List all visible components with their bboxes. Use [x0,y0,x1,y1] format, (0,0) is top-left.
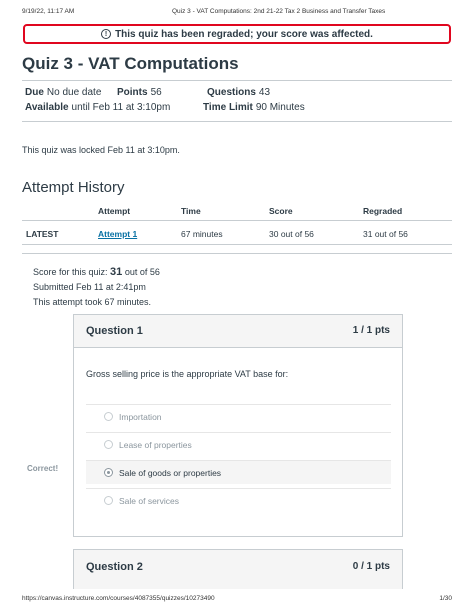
column-header-time: Time [181,206,201,216]
answer-label: Importation [119,412,162,422]
question-1-card [73,314,403,537]
time-limit-label: Time Limit [203,102,253,113]
answer-option-importation[interactable] [86,404,391,428]
answer-option-sale-of-goods[interactable] [86,460,391,484]
correct-answer-tag: Correct! [27,464,59,473]
question-1-title: Question 1 [86,325,143,337]
attempt-history-heading: Attempt History [22,179,125,196]
attempt-time: 67 minutes [181,229,223,239]
history-divider [22,253,452,254]
submitted-line: Submitted Feb 11 at 2:41pm [33,282,146,292]
quiz-points [117,87,162,98]
print-page-title: Quiz 3 - VAT Computations: 2nd 21-22 Tax 2 Business and Transfer Taxes [172,8,386,15]
points-label: Points [117,87,148,98]
meta-divider [22,121,452,122]
attempt-score: 30 out of 56 [269,229,314,239]
question-1-text: Gross selling price is the appropriate VAT base for: [86,369,289,379]
questions-value: 43 [258,87,271,98]
score-line [33,265,160,280]
score-value: 31 [110,266,123,278]
locked-notice: This quiz was locked Feb 11 at 3:10pm. [22,145,180,155]
points-value: 56 [150,87,162,98]
attempt-regraded-score: 31 out of 56 [363,229,408,239]
due-value: No due date [46,87,102,98]
print-page-number: 1/30 [439,595,452,602]
score-suffix: out of 56 [124,267,160,277]
radio-icon[interactable] [104,440,113,449]
table-header-row [22,199,452,221]
question-2-card [73,549,403,589]
quiz-available [25,102,170,113]
print-datetime: 9/19/22, 11:17 AM [22,8,75,15]
answer-label: Sale of goods or properties [119,468,222,478]
answer-label: Lease of properties [119,440,192,450]
column-header-regraded: Regraded [363,206,403,216]
table-row [22,221,452,245]
question-2-title: Question 2 [86,561,143,573]
question-2-header [74,550,402,589]
answer-option-lease[interactable] [86,432,391,456]
due-label: Due [25,87,44,98]
regrade-alert-text: This quiz has been regraded; your score was affected. [115,28,373,40]
quiz-due [25,87,101,98]
time-limit-value: 90 Minutes [255,102,305,113]
title-divider [22,80,452,81]
print-footer [22,595,452,607]
question-2-points: 0 / 1 pts [352,561,390,572]
attempt-row-label: LATEST [26,229,59,239]
warning-icon: ! [101,29,111,39]
score-summary [33,265,160,310]
available-value: until Feb 11 at 3:10pm [71,102,171,113]
page-title: Quiz 3 - VAT Computations [22,54,239,73]
quiz-questions [207,87,270,98]
quiz-time-limit [203,102,305,113]
score-prefix: Score for this quiz: [33,267,108,277]
radio-selected-icon[interactable] [104,468,113,477]
attempt-1-link[interactable]: Attempt 1 [98,229,138,239]
questions-label: Questions [207,87,256,98]
answer-option-sale-of-services[interactable] [86,488,391,512]
regrade-alert [23,24,451,44]
print-header [22,8,452,20]
column-header-score: Score [269,206,293,216]
available-label: Available [25,102,69,113]
attempt-history-table [22,199,452,245]
column-header-attempt: Attempt [98,206,131,216]
duration-line: This attempt took 67 minutes. [33,297,152,307]
answer-label: Sale of services [119,496,179,506]
question-1-points: 1 / 1 pts [352,325,390,336]
radio-icon[interactable] [104,496,113,505]
print-url: https://canvas.instructure.com/courses/4087355/quizzes/10273490 [22,595,215,602]
radio-icon[interactable] [104,412,113,421]
question-1-header [74,315,402,348]
